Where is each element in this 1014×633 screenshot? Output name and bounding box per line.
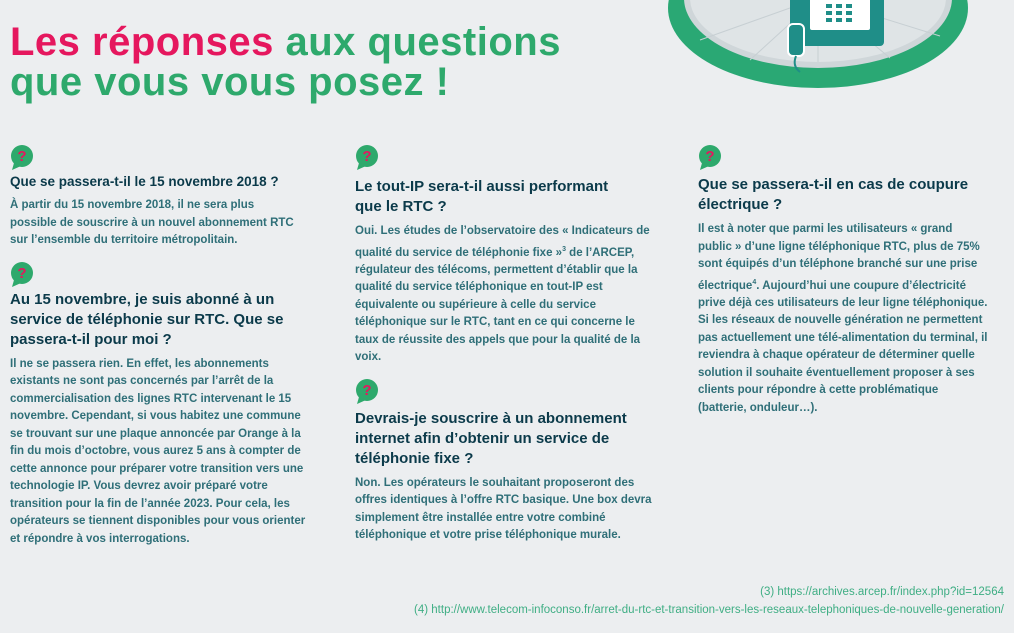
question-heading: Que se passera-t-il en cas de coupure électrique ? [698, 176, 969, 213]
footnote-ref: 4 [752, 278, 757, 286]
answer-text [698, 221, 988, 417]
title-highlight: Les réponses [10, 20, 274, 64]
page-title [10, 22, 561, 102]
answer-text-part: de l’ARCEP, régulateur des télécoms, permettent d’établir que la qualité du service téléphonique en tout-IP est équivalente ou supérieure à celle du service téléphonique sur le RTC, tant en ce qui concerne le taux de réussite des appels que pour la qualité de la voix. [355, 246, 641, 364]
question-bubble-icon [355, 145, 381, 171]
footnote-ref: 3 [562, 245, 566, 253]
answer-text-part: Il est à noter que parmi les utilisateurs « grand public » d’une ligne téléphonique RTC, plus de 75% sont équipés d’un téléphone branché sur une prise électrique [698, 223, 980, 292]
column-1 [10, 145, 310, 548]
svg-text:?: ? [17, 264, 27, 282]
question-heading: Devrais-je souscrire à un abonnement internet afin d’obtenir un service de téléphonie fixe ? [355, 409, 627, 467]
answer-text: Il ne se passera rien. En effet, les abonnements existants ne sont pas concernés par l’arrêt de la commercialisation des lignes RTC intervenant le 15 novembre. Cependant, si vous habitez une commune se trouvant sur une plaque annoncée par Orange à la fin du mois d’octobre, vous aurez 5 ans à compter de cette annonce pour préparer votre transition vers une technologie IP. Vous devrez avoir préparé votre transition pour la fin de l’année 2023. Pour cela, les opérateurs se tiennent disponibles pour vous orienter et répondre à vos interrogations. [10, 357, 306, 545]
question-heading: Au 15 novembre, je suis abonné à un service de téléphonie sur RTC. Que se passera-t-il pour moi ? [10, 290, 284, 348]
question-heading: Que se passera-t-il le 15 novembre 2018 ? [10, 174, 279, 189]
svg-text:?: ? [362, 381, 372, 399]
title-rest: aux questions [273, 20, 561, 64]
question-bubble-icon [698, 145, 724, 171]
answer-text-part: . Aujourd’hui une coupure d’électricité prive déjà ces utilisateurs de leur ligne téléphonique. Si les réseaux de nouvelle génération ne permettent pas actuellement une télé-alimentation du terminal, il reviendra à chaque opérateur de déterminer quelle solution il souhaite éventuellement proposer à ses clients pour répondre à cette problématique (batterie, onduleur…). [698, 279, 988, 414]
answer-text [355, 223, 653, 367]
svg-text:?: ? [17, 148, 27, 165]
phone-illustration [640, 0, 1014, 120]
svg-text:?: ? [705, 148, 715, 165]
title-line2: que vous vous posez ! [10, 60, 450, 104]
question-bubble-icon [10, 262, 36, 288]
column-2 [355, 145, 655, 545]
answer-text: À partir du 15 novembre 2018, il ne sera plus possible de souscrire à un nouvel abonnement RTC sur l’ensemble du territoire métropolitain. [10, 199, 294, 246]
answer-text-part: Oui. Les études de l’observatoire des « Indicateurs de qualité du service de téléphonie fixe » [355, 225, 650, 259]
question-bubble-icon [355, 379, 381, 405]
footnote-3: (3) https://archives.arcep.fr/index.php?id=12564 [760, 586, 1004, 598]
footnote-4: (4) http://www.telecom-infoconso.fr/arret-du-rtc-et-transition-vers-les-reseaux-telephoniques-de-nouvelle-generation/ [414, 604, 1004, 616]
question-heading: Le tout-IP sera-t-il aussi performant que le RTC ? [355, 178, 609, 215]
answer-text: Non. Les opérateurs le souhaitant proposeront des offres identiques à l’offre RTC basique. Une box devra simplement être installée entre votre combiné téléphonique et votre prise téléphonique murale. [355, 476, 652, 542]
question-bubble-icon [10, 145, 36, 171]
svg-text:?: ? [362, 148, 372, 165]
column-3 [698, 145, 990, 417]
